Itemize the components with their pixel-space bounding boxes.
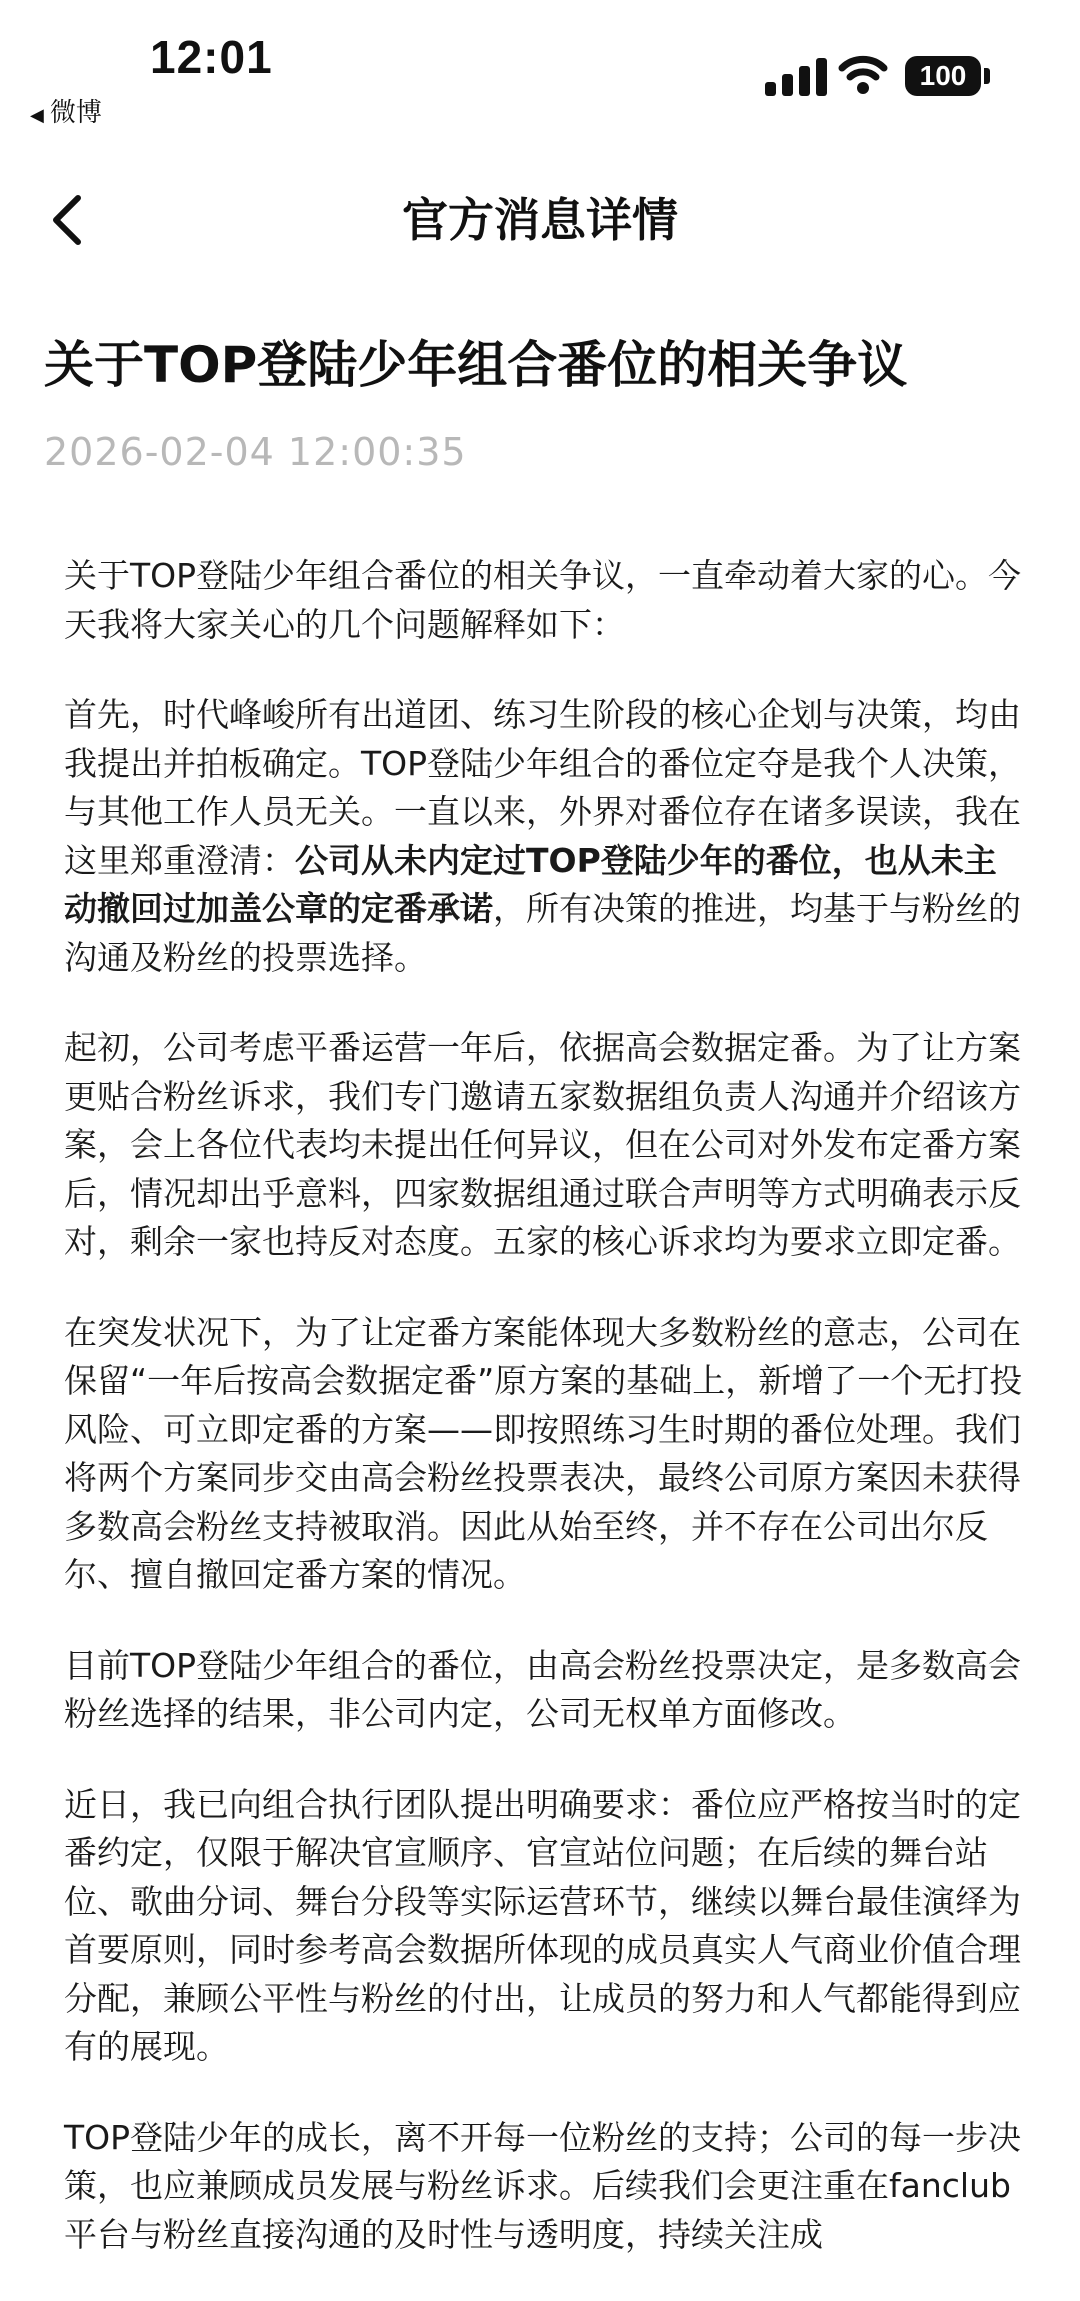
battery-tip: [984, 68, 990, 84]
page-title: 官方消息详情: [402, 193, 678, 247]
emphasized-text: 公司从未内定过TOP登陆少年的番位，也从未主动撤回过加盖公章的定番承诺: [64, 840, 997, 928]
status-time: 12:01: [150, 31, 273, 83]
status-bar: [0, 0, 1080, 130]
back-app-label: 微博: [49, 98, 102, 128]
cellular-signal-icon: [765, 58, 827, 96]
battery-icon: 100: [905, 56, 981, 96]
back-chevron-icon[interactable]: [48, 192, 88, 248]
article-body: [64, 552, 1024, 2301]
wifi-icon: [838, 52, 888, 96]
article-paragraph: TOP登陆少年的成长，离不开每一位粉丝的支持；公司的每一步决策，也应兼顾成员发展与粉丝诉求。后续我们会更注重在fanclub平台与粉丝直接沟通的及时性与透明度，持续关注成: [64, 2117, 1022, 2254]
back-to-app-button[interactable]: [30, 92, 102, 129]
nav-bar: [0, 170, 1080, 270]
article-paragraph: 近日，我已向组合执行团队提出明确要求：番位应严格按当时的定番约定，仅限于解决官宣顺序、官宣站位问题；在后续的舞台站位、歌曲分词、舞台分段等实际运营环节，继续以舞台最佳演绎为首要原则，同时参考高会数据所体现的成员真实人气商业价值合理分配，兼顾公平性与粉丝的付出，让成员的努力和人气都能得到应有的展现。: [64, 1784, 1021, 2066]
article-title: 关于TOP登陆少年组合番位的相关争议: [44, 336, 908, 394]
article-paragraph: 在突发状况下，为了让定番方案能体现大多数粉丝的意志，公司在保留“一年后按高会数据定番”原方案的基础上，新增了一个无打投风险、可立即定番的方案——即按照练习生时期的番位处理。我们将两个方案同步交由高会粉丝投票表决，最终公司原方案因未获得多数高会粉丝支持被取消。因此从始至终，并不存在公司出尔反尔、擅自撤回定番方案的情况。: [64, 1312, 1023, 1594]
back-triangle-icon: ◀: [30, 105, 44, 126]
article-date: 2026-02-04 12:00:35: [44, 430, 467, 474]
article-paragraph: 关于TOP登陆少年组合番位的相关争议，一直牵动着大家的心。今天我将大家关心的几个问题解释如下：: [64, 556, 1022, 644]
article-paragraph: 目前TOP登陆少年组合的番位，由高会粉丝投票决定，是多数高会粉丝选择的结果，非公司内定，公司无权单方面修改。: [64, 1645, 1022, 1733]
article-paragraph: 起初，公司考虑平番运营一年后，依据高会数据定番。为了让方案更贴合粉丝诉求，我们专门邀请五家数据组负责人沟通并介绍该方案，会上各位代表均未提出任何异议，但在公司对外发布定番方案后，情况却出乎意料，四家数据组通过联合声明等方式明确表示反对，剩余一家也持反对态度。五家的核心诉求均为要求立即定番。: [64, 1028, 1021, 1261]
article-paragraph: 首先，时代峰峻所有出道团、练习生阶段的核心企划与决策，均由我提出并拍板确定。TOP登陆少年组合的番位定夺是我个人决策，与其他工作人员无关。一直以来，外界对番位存在诸多误读，我在这里郑重澄清：公司从未内定过TOP登陆少年的番位，也从未主动撤回过加盖公章的定番承诺，所有决策的推进，均基于与粉丝的沟通及粉丝的投票选择。: [64, 695, 1022, 977]
